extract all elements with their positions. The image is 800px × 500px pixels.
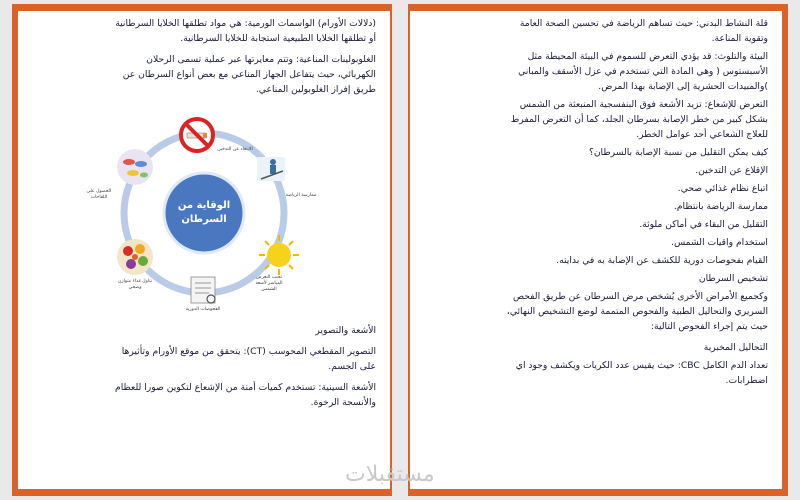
watermark: مستقبلات (345, 462, 435, 487)
center-label-line: السرطان (181, 214, 227, 225)
imaging-line: التصوير المقطعي المحوسب (CT): يتحقق من موقع الأورام وتأثيرها (121, 346, 376, 357)
checkup-icon (191, 277, 215, 303)
text-line: التحاليل المخبرية (703, 342, 768, 353)
diagram-center-label (166, 175, 242, 251)
diagram-label-food: تناول غذاء متوازن وصحي (118, 279, 152, 290)
no-smoking-icon (181, 119, 213, 151)
diagram-label-checkup: الفحوصات الدورية (185, 307, 221, 312)
text-line: استخدام واقيات الشمس. (671, 237, 768, 248)
text-line: ممارسة الرياضة بانتظام. (673, 201, 768, 212)
text-line: الإقلاع عن التدخين. (695, 165, 768, 176)
text-line: تعداد الدم الكامل CBC: حيث يقيس عدد الكريات ويكشف وجود اي (515, 360, 768, 371)
cancer-prevention-diagram (79, 107, 329, 317)
diagram-label-no-smoking: الابتعاد عن التدخين (217, 147, 253, 152)
sun-icon (259, 235, 299, 275)
text-line: للعلاج الشعاعي أحد عوامل الخطر. (636, 129, 768, 140)
text-line: وتقوية المناعة. (711, 33, 768, 44)
right-page-top-border (410, 6, 782, 11)
intro-line: طريق إفراز الغلوبولين المناعي. (255, 84, 376, 95)
imaging-heading: الأشعة والتصوير (315, 325, 376, 336)
text-line: التعرض للإشعاع: تزيد الأشعة فوق البنفسجية المنبعثة من الشمس (519, 99, 768, 110)
text-line: تشخيص السرطان (698, 273, 768, 284)
diagram-label-vaccines: الحصول على اللقاحات (86, 189, 112, 200)
text-line: السريري والتحاليل الطبية والفحوص المتممة لوضع التشخيص النهائي، (506, 306, 768, 317)
text-line: الأسبستوس ( وهي المادة التي تستخدم في عزل الأسقف والمباني (518, 66, 768, 77)
exercise-icon (257, 157, 285, 181)
right-page (408, 4, 788, 496)
text-line: التقليل من البقاء في أماكن ملوثة. (639, 219, 768, 230)
text-line: قلة النشاط البدني: حيث تساهم الرياضة في تحسين الصحة العامة (519, 18, 768, 29)
left-page-top-border (18, 6, 390, 11)
text-line: القيام بفحوصات دورية للكشف عن الإصابة به في بدايته. (556, 255, 768, 266)
left-page-bottom-border (18, 489, 390, 494)
diagram-label-sun: تجنب التعرض المباشر لأشعة الشمس (255, 275, 283, 292)
imaging-line: الأشعة السينية: تستخدم كميات أمنة من الإشعاع لتكوين صورا للعظام (115, 382, 376, 393)
center-label-line: الوقاية من (177, 200, 231, 211)
right-page-text (410, 16, 782, 388)
text-line: )والمبيدات الحشرية إلى الإصابة بهذا المرض. (598, 81, 768, 92)
diagram-label-exercise: ممارسة الرياضة (285, 193, 317, 198)
text-line: حيث يتم إجراء الفحوص التالية: (650, 321, 768, 332)
imaging-line: والأنسجة الرخوة. (310, 397, 376, 408)
intro-line: الغلوبولينات المناعية: وتتم معايرتها عبر عملية تسمى الرحلان (146, 54, 376, 65)
text-line: كيف يمكن التقليل من نسبة الإصابة بالسرطان؟ (588, 147, 768, 158)
intro-line: الكهربائي، حيث يتفاعل الجهاز المناعي مع بعض أنواع السرطان عن (122, 69, 376, 80)
text-line: اضطرابات. (725, 375, 768, 386)
text-line: وكجميع الأمراض الأخرى يُشخص مرض السرطان عن طريق الفحص (512, 291, 768, 302)
healthy-food-icon (117, 239, 153, 275)
intro-line: (دلالات الأورام) الواسمات الورمية: هي مواد تطلقها الخلايا السرطانية (115, 18, 376, 29)
text-line: اتباع نظام غذائي صحي. (677, 183, 768, 194)
imaging-line: على الجسم. (328, 361, 376, 372)
right-page-bottom-border (410, 489, 782, 494)
text-line: البيئة والتلوث: قد يؤدي التعرض للسموم في البيئة المحيطة مثل (527, 51, 768, 62)
intro-line: أو تطلقها الخلايا الطبيعية استجابة للخلايا السرطانية. (180, 33, 376, 44)
pills-icon (117, 149, 153, 185)
left-page (12, 4, 392, 496)
text-line: بشكل كبير من خطر الإصابة بسرطان الجلد، كما أن التعرض المفرط (510, 114, 768, 125)
